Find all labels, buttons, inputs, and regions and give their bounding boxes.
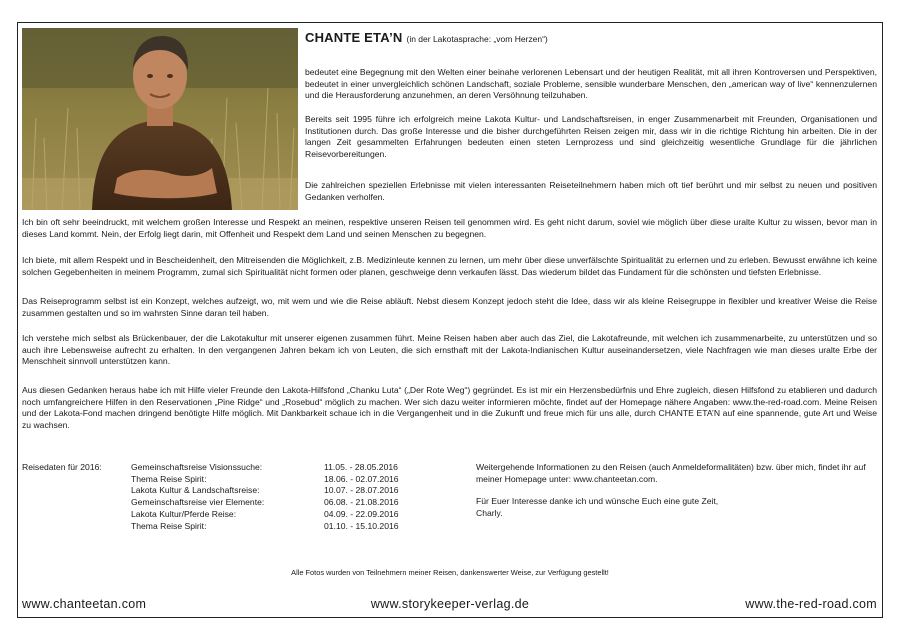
info-text: Weitergehende Informationen zu den Reisen (auch Anmeldeformalitäten) bzw. über mich, findet ihr auf meiner Homepage unter: www.chanteetan.com.	[476, 462, 866, 484]
paragraph: Aus diesen Gedanken heraus habe ich mit Hilfe vieler Freunde den Lakota-Hilfsfond „Chanku Luta“ („Der Rote Weg“) gegründet. Es ist mir ein Herzensbedürfnis und Ehre zugleich, diesen Hilfsfond zu etablieren und dadurch noch umfangreichere Hilfen in den Reservationen „Pine Ridge“ und „Rosebud“ möglich zu machen. Wer sich dazu weiter informieren möchte, findet auf der Homepage nähere Angaben: www.the-red-road.com. Meine Reisen und der Lakota-Fond machen dringend benötigte Hilfe möglich. Mit Dankbarkeit schaue ich in die Vergangenheit und in die Zukunft und freue mich für uns alle, durch CHANTE ETA’N auf eine spannende, gute Art und Weise zu wachsen.	[22, 385, 877, 431]
paragraph: Ich verstehe mich selbst als Brückenbauer, der die Lakotakultur mit unserer eigenen zusammen führt. Meine Reisen haben aber auch das Ziel, die Lakotafreunde, mit welchen ich zusammenarbeite, zu unterstützen und so auch ihre Lebensweise aufrecht zu erhalten. In den vergangenen Jahren bekam ich von Leuten, die sich ernsthaft mit der Lakota-Indianischen Kultur auseinandersetzen, viele Nachfragen wie man dieses uralte Erbe der Menschheit sinnvoll unterstützen kann.	[22, 333, 877, 367]
tour-row	[131, 509, 421, 521]
tour-row	[131, 474, 421, 486]
tour-row	[131, 497, 421, 509]
page-title: CHANTE ETA’N	[305, 30, 403, 45]
tour-dates: 18.06. - 02.07.2016	[324, 473, 399, 484]
closing-text: Für Euer Interesse danke ich und wünsche Euch eine gute Zeit,	[476, 496, 719, 507]
paragraph: Die zahlreichen speziellen Erlebnisse mit vielen interessanten Reiseteilnehmern haben mich oft tief berührt und mir selbst zu neuen und positiven Gedanken verholfen.	[305, 180, 877, 202]
tour-row	[131, 462, 421, 474]
tour-dates: 01.10. - 15.10.2016	[324, 520, 399, 531]
signature: Charly.	[476, 508, 503, 519]
header	[305, 30, 875, 45]
paragraph: bedeutet eine Begegnung mit den Welten einer beinahe verlorenen Lebensart und der heutigen Realität, mit all ihren Kontroversen und Perspektiven, bedeutet in einer unvergleichlich schönen Landschaft, soziale Probleme, sensible wunderbare Menschen, den „american way of live“ kennenzulernen und die Herausforderung anzunehmen, an deren Versöhnung teilzuhaben.	[305, 67, 877, 101]
tour-name: Thema Reise Spirit:	[131, 473, 207, 484]
tour-row	[131, 521, 421, 533]
info-block	[476, 462, 876, 531]
tour-dates: 04.09. - 22.09.2016	[324, 508, 399, 519]
footer-link-chanteetan[interactable]: www.chanteetan.com	[22, 597, 147, 611]
footer-link-storykeeper[interactable]: www.storykeeper-verlag.de	[370, 597, 530, 611]
paragraph: Das Reiseprogramm selbst ist ein Konzept, welches aufzeigt, wo, mit wem und wie die Reise abläuft. Nebst diesem Konzept jedoch steht die Idee, dass wir als kleine Reisegruppe in flexibler und kreativer Weise die Reise zusammen gestalten und so im wahrsten Sinne daran teil haben.	[22, 296, 877, 318]
portrait-photo	[22, 28, 298, 210]
tour-name: Lakota Kultur/Pferde Reise:	[131, 508, 237, 519]
tour-name: Gemeinschaftsreise Visionssuche:	[131, 462, 263, 472]
tour-name: Gemeinschaftsreise vier Elemente:	[131, 497, 265, 508]
tours-label: Reisedaten für 2016:	[22, 462, 102, 472]
tours-list	[131, 462, 421, 532]
tour-name: Lakota Kultur & Landschaftsreise:	[131, 485, 260, 496]
photo-credits: Alle Fotos wurden von Teilnehmern meiner Reisen, dankenswerter Weise, zur Verfügung gestellt!	[291, 568, 609, 577]
paragraph: Ich biete, mit allem Respekt und in Bescheidenheit, den Mitreisenden die Möglichkeit, z.B. Medizinleute kennen zu lernen, um mehr über diese unverfälschte Spiritualität zu erlernen und zu erleben. Bewusst erwähne ich keine solchen Gegebenheiten in meinem Programm, zumal sich Spiritualität nicht formen oder planen, geschweige denn verkaufen lässt. Das wiederum bildet das Fundament für die schönsten und tiefsten Erlebnisse.	[22, 255, 877, 277]
tour-dates: 10.07. - 28.07.2016	[324, 485, 399, 496]
paragraph: Bereits seit 1995 führe ich erfolgreich meine Lakota Kultur- und Landschaftsreisen, in enger Zusammenarbeit mit Freunden, Organisationen und Institutionen durch. Das große Interesse und die bisher durchgeführten Reisen zeigen mir, dass wir in die richtige Richtung hin arbeiten. Die in der langen Zeit gesammelten Erfahrungen bedeuten einen steten Lernprozess und sind gleichzeitig wesentliche Grundlage für die jährlichen Reisevorbereitungen.	[305, 114, 877, 160]
tour-dates: 11.05. - 28.05.2016	[324, 462, 398, 472]
tour-dates: 06.08. - 21.08.2016	[324, 497, 399, 508]
tour-row	[131, 485, 421, 497]
footer-link-red-road[interactable]: www.the-red-road.com	[745, 597, 877, 611]
page-subtitle: (in der Lakotasprache: „vom Herzen“)	[406, 34, 548, 44]
tour-name: Thema Reise Spirit:	[131, 520, 207, 531]
paragraph: Ich bin oft sehr beeindruckt, mit welchem großen Interesse und Respekt an meinen, respektive unseren Reisen teil genommen wird. Es geht nicht darum, soviel wie möglich über diese uralte Kultur zu wissen, bevor man in dieses Land kommt. Nein, der Erfolg liegt darin, mit Offenheit und Respekt dem Land und seinen Menschen zu begegnen.	[22, 217, 877, 239]
